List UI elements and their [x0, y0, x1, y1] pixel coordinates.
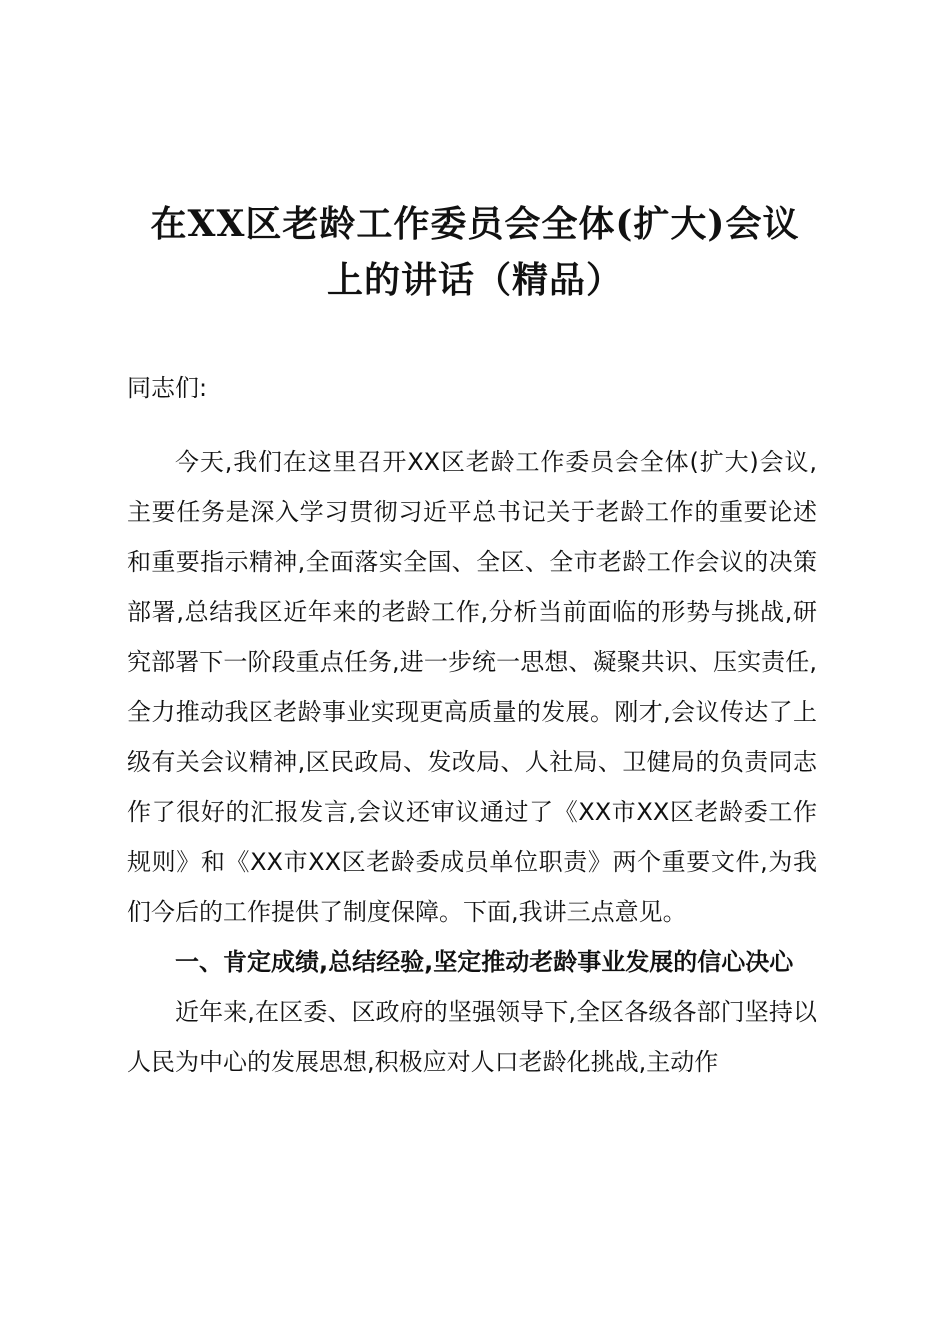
section-heading-1: 一、肯定成绩,总结经验,坚定推动老龄事业发展的信心决心 — [175, 948, 794, 976]
document-body — [127, 363, 817, 1087]
document-title — [110, 196, 840, 308]
salutation: 同志们: — [127, 374, 208, 402]
paragraph-section-1: 近年来,在区委、区政府的坚强领导下,全区各级各部门坚持以人民为中心的发展思想,积极应对人口老龄化挑战,主动作 — [127, 998, 817, 1076]
title-line-2: 上的讲话（精品） — [326, 259, 623, 301]
title-line-1: 在XX区老龄工作委员会全体(扩大)会议 — [150, 203, 800, 245]
paragraph-intro: 今天,我们在这里召开XX区老龄工作委员会全体(扩大)会议,主要任务是深入学习贯彻习近平总书记关于老龄工作的重要论述和重要指示精神,全面落实全国、全区、全市老龄工作会议的决策部署,总结我区近年来的老龄工作,分析当前面临的形势与挑战,研究部署下一阶段重点任务,进一步统一思想、凝聚共识、压实责任,全力推动我区老龄事业实现更高质量的发展。刚才,会议传达了上级有关会议精神,区民政局、发改局、人社局、卫健局的负责同志作了很好的汇报发言,会议还审议通过了《XX市XX区老龄委工作规则》和《XX市XX区老龄委成员单位职责》两个重要文件,为我们今后的工作提供了制度保障。下面,我讲三点意见。 — [127, 448, 817, 926]
